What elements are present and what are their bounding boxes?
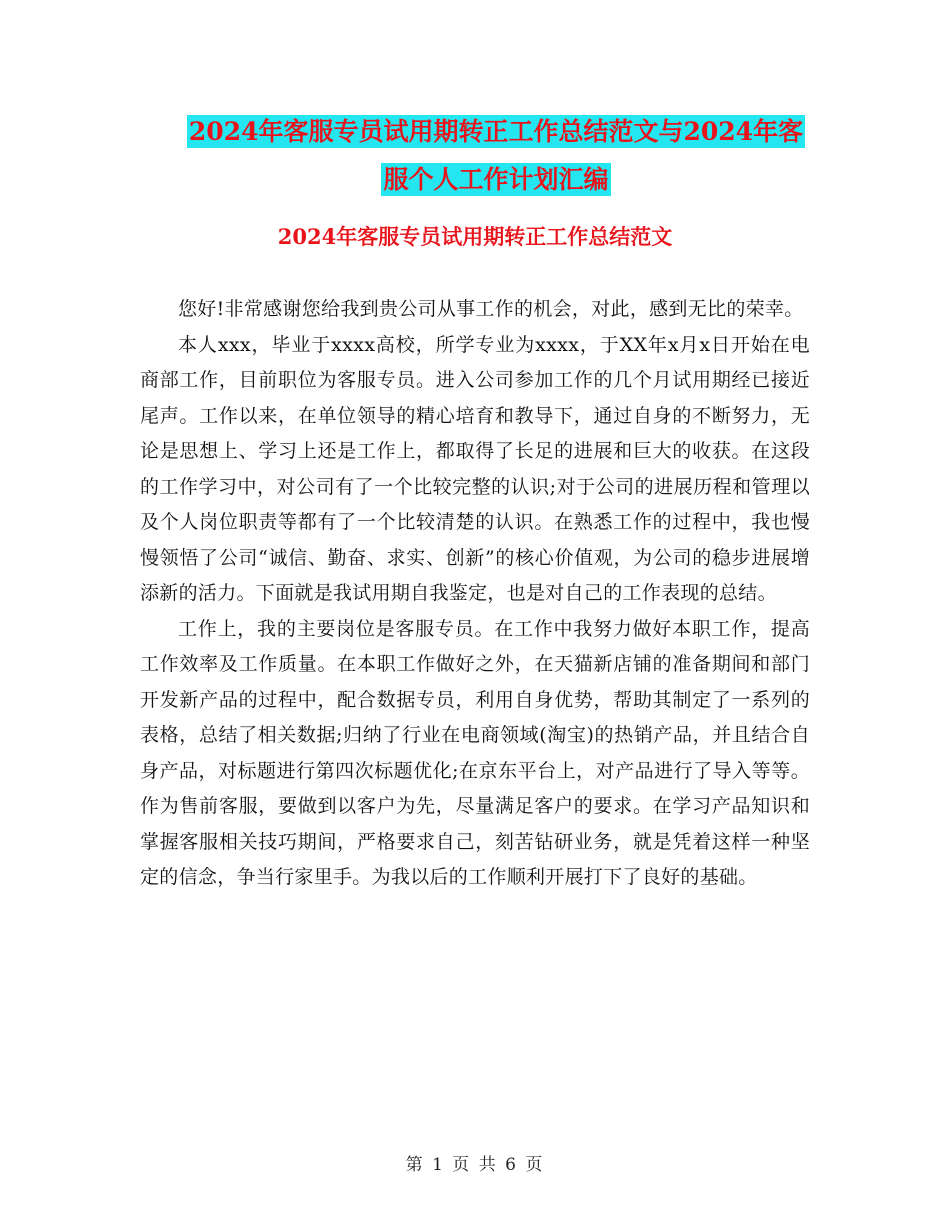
- section-title: 2024年客服专员试用期转正工作总结范文: [277, 224, 673, 249]
- document-title-line-2: 服个人工作计划汇编: [383, 165, 609, 194]
- paragraph: 您好!非常感谢您给我到贵公司从事工作的机会，对此，感到无比的荣幸。: [178, 298, 804, 320]
- page-number-footer: 第 1 页 共 6 页: [405, 1155, 545, 1175]
- document-title: [140, 108, 852, 204]
- paragraph: 工作上，我的主要岗位是客服专员。在工作中我努力做好本职工作，提高工作效率及工作质量。在本职工作做好之外，在天猫新店铺的准备期间和部门开发新产品的过程中，配合数据专员，利用自身优势，帮助其制定了一系列的表格，总结了相关数据;归纳了行业在电商领域(淘宝)的热销产品，并且结合自身产品，对标题进行第四次标题优化;在京东平台上，对产品进行了导入等等。作为售前客服，要做到以客户为先，尽量满足客户的要求。在学习产品知识和掌握客服相关技巧期间，严格要求自己，刻苦钻研业务，就是凭着这样一种坚定的信念，争当行家里手。为我以后的工作顺利开展打下了良好的基础。: [140, 617, 810, 888]
- paragraph: 本人xxx，毕业于xxxx高校，所学专业为xxxx，于XX年x月x日开始在电商部工作，目前职位为客服专员。进入公司参加工作的几个月试用期经已接近尾声。工作以来，在单位领导的精心培育和教导下，通过自身的不断努力，无论是思想上、学习上还是工作上，都取得了长足的进展和巨大的收获。在这段的工作学习中，对公司有了一个比较完整的认识;对于公司的进展历程和管理以及个人岗位职责等都有了一个比较清楚的认识。在熟悉工作的过程中，我也慢慢领悟了公司“诚信、勤奋、求实、创新”的核心价值观，为公司的稳步进展增添新的活力。下面就是我试用期自我鉴定，也是对自己的工作表现的总结。: [140, 333, 810, 604]
- document-body: [140, 292, 810, 896]
- document-title-line-1: 2024年客服专员试用期转正工作总结范文与2024年客: [188, 117, 804, 146]
